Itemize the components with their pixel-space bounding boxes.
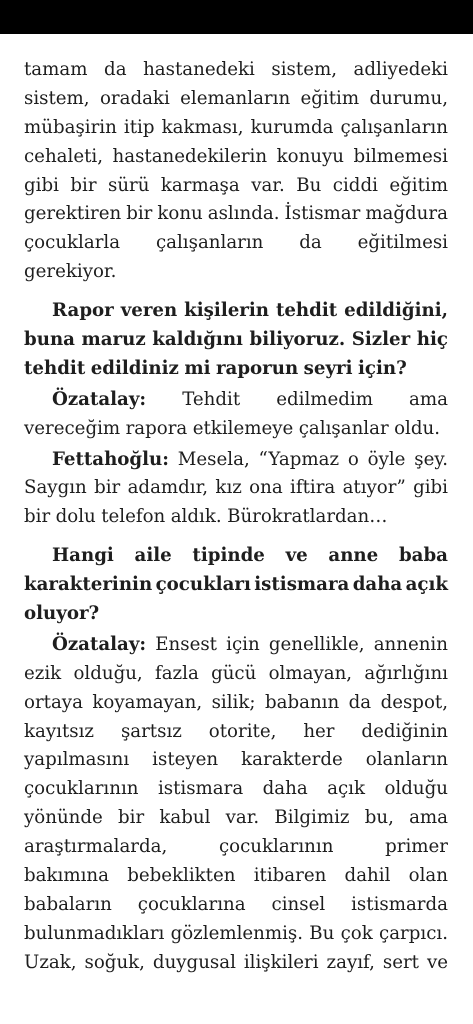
word: bir [94, 477, 121, 499]
word: için [226, 633, 260, 655]
word: var. [225, 807, 260, 829]
word: mübaşirin [24, 116, 117, 138]
word: Tehdit [182, 388, 241, 410]
word: ciddi [332, 174, 378, 196]
word: adamdır, [127, 477, 209, 499]
word: açık [405, 574, 448, 596]
word: öyle [367, 448, 406, 470]
word: sürü [107, 174, 150, 196]
word: itip [123, 116, 155, 138]
word: dediğinin [361, 720, 448, 742]
word: durumu, [369, 87, 448, 109]
word: tehdit [275, 300, 338, 322]
word: iftira [290, 477, 336, 499]
text-line [24, 229, 448, 258]
word: Ensest [155, 633, 217, 655]
word: daha [352, 574, 403, 596]
word: istismara [254, 574, 350, 596]
word: gözlemlenmiş. [170, 922, 304, 944]
word: babanın [264, 691, 340, 713]
word: isteyen [152, 749, 219, 771]
text-line [24, 891, 448, 920]
word: rapora [125, 417, 188, 439]
word: babaların [24, 893, 112, 915]
text-line [24, 689, 448, 718]
word: Bilgimiz [274, 807, 350, 829]
word: hastanedekilerin [112, 145, 268, 167]
word: çarpıcı. [379, 922, 448, 944]
interview-answer [24, 446, 448, 533]
word: anne [328, 545, 379, 567]
word: bebeklikten [127, 865, 236, 887]
word: itibaren [253, 865, 327, 887]
word: konu [157, 203, 203, 225]
word: dahil [344, 865, 391, 887]
interview-answer [24, 631, 448, 978]
text-line [24, 542, 448, 571]
text-line [24, 258, 448, 287]
word: kurumda [250, 116, 334, 138]
word: soğuk, [84, 951, 145, 973]
word: tamam [24, 59, 88, 80]
word: ilişkileri [243, 951, 319, 973]
text-line [24, 833, 448, 862]
word: mağdura [365, 203, 448, 225]
word: oluyor? [24, 603, 100, 625]
speaker-name: Özatalay: [52, 388, 147, 410]
word: aldık. [170, 506, 222, 528]
word: açık [327, 778, 366, 800]
word: istismara [157, 778, 244, 800]
word: baba [398, 545, 448, 567]
word: yapılmasını [24, 749, 130, 771]
word: gerektiren [24, 203, 122, 225]
word: olmayan, [268, 662, 353, 684]
word: Bürokratlardan… [227, 506, 388, 528]
text-line [24, 503, 448, 532]
word: çocuklarla [24, 232, 121, 254]
text-line [24, 804, 448, 833]
word: Sizler [351, 329, 411, 351]
speaker-name: Fettahoğlu: [52, 448, 169, 470]
word: var. [251, 174, 285, 196]
word: otorite, [208, 720, 277, 742]
text-line [24, 474, 448, 503]
word: primer [385, 836, 448, 858]
word: gibi [413, 477, 448, 499]
word: sistem, [271, 59, 337, 80]
word: bu, [364, 807, 394, 829]
word: Bu [296, 174, 322, 196]
word: ve [285, 545, 308, 567]
word: bir [24, 506, 51, 528]
text-line [24, 114, 448, 143]
word: telefon [101, 506, 166, 528]
word: veren [120, 300, 178, 322]
word: karmaşa [160, 174, 240, 196]
text-line [24, 85, 448, 114]
paragraph-gap [24, 532, 448, 542]
text-line [24, 446, 448, 475]
word: da [348, 691, 372, 713]
word: olan [408, 865, 448, 887]
word: eğitim [300, 87, 360, 109]
word: eğitilmesi [357, 232, 448, 254]
text-line [24, 920, 448, 949]
word: olduğu [384, 778, 448, 800]
word: Uzak, [24, 951, 77, 973]
word: çocuklarının [218, 836, 334, 858]
speaker-name: Özatalay: [52, 633, 147, 655]
word: hastanedeki [143, 59, 255, 80]
word: bulunmadıkları [24, 922, 165, 944]
word: için? [357, 357, 407, 379]
word: da [104, 59, 127, 80]
word: karakterde [241, 749, 343, 771]
word: atıyor” [342, 477, 406, 499]
text-line [24, 200, 448, 229]
word: yönünde [24, 807, 103, 829]
word: kişilerin [184, 300, 270, 322]
word: her [303, 720, 335, 742]
word: edilmedim [276, 388, 373, 410]
word: çalışanların [340, 116, 448, 138]
word: Rapor [52, 300, 114, 322]
interview-question [24, 542, 448, 629]
word: çocuklarına [137, 893, 246, 915]
word: biliyoruz. [249, 329, 346, 351]
word: annenin [373, 633, 448, 655]
word: bir [117, 807, 145, 829]
word: aile [134, 545, 172, 567]
word: sert [382, 951, 419, 973]
word: kaldığını [152, 329, 243, 351]
paragraph-gap [24, 287, 448, 297]
word: Saygın [24, 477, 87, 499]
word: buna [24, 329, 75, 351]
word: adliyedeki [353, 59, 448, 80]
word: çocukları [155, 574, 251, 596]
word: Mesela, [177, 448, 250, 470]
word: cinsel [271, 893, 326, 915]
word: tipinde [192, 545, 265, 567]
word: çalışanlar [298, 417, 389, 439]
word: gücü [211, 662, 257, 684]
word: bakımına [24, 865, 109, 887]
text-line [24, 660, 448, 689]
text-line [24, 600, 448, 629]
word: bir [70, 174, 97, 196]
text-line [24, 631, 448, 660]
word: çocuklarının [24, 778, 139, 800]
word: istismarda [351, 893, 448, 915]
word: oldu. [394, 417, 441, 439]
word: edildiniz [90, 357, 179, 379]
interview-question [24, 297, 448, 384]
word: gerekiyor. [24, 261, 117, 283]
text-line [24, 862, 448, 891]
word: ona [249, 477, 283, 499]
text-line [24, 326, 448, 355]
text-line [24, 571, 448, 600]
word: ve [426, 951, 448, 973]
word: vereceğim [24, 417, 121, 439]
word: aslında. [207, 203, 280, 225]
interview-answer [24, 386, 448, 444]
word: duygusal [152, 951, 236, 973]
word: kabul [159, 807, 211, 829]
text-line [24, 415, 448, 444]
word: hiç [416, 329, 448, 351]
text-line [24, 56, 448, 85]
word: seyri [303, 357, 353, 379]
word: şey. [414, 448, 448, 470]
word: “Yapmaz [258, 448, 340, 470]
word: ama [409, 807, 448, 829]
text-line [24, 718, 448, 747]
word: çok [340, 922, 373, 944]
word: sistem, [24, 87, 90, 109]
word: ezik [24, 662, 62, 684]
word: tehdit [24, 357, 86, 379]
word: elemanların [180, 87, 291, 109]
word: maruz [81, 329, 146, 351]
word: silik; [211, 691, 256, 713]
word: İstismar [284, 203, 361, 225]
word: da [299, 232, 322, 254]
word: despot, [380, 691, 448, 713]
word: ama [409, 388, 448, 410]
word: çalışanların [155, 232, 264, 254]
text-line [24, 355, 448, 384]
word: araştırmalarda, [24, 836, 168, 858]
word: gibi [24, 174, 59, 196]
word: dolu [55, 506, 96, 528]
word: şartsız [120, 720, 182, 742]
word: olduğu, [73, 662, 143, 684]
word: ortaya [24, 691, 83, 713]
word: genellikle, [268, 633, 365, 655]
word: bir [126, 203, 153, 225]
word: ağırlığını [364, 662, 448, 684]
reader-page-text[interactable] [24, 56, 448, 978]
text-line [24, 949, 448, 978]
word: kakması, [161, 116, 244, 138]
text-line [24, 746, 448, 775]
word: etkilemeye [192, 417, 294, 439]
word: olanların [365, 749, 448, 771]
text-line [24, 143, 448, 172]
text-line [24, 297, 448, 326]
word: karakterinin [24, 574, 153, 596]
word: kız [215, 477, 242, 499]
body-paragraph [24, 56, 448, 287]
word: raporun [215, 357, 299, 379]
word: cehaleti, [24, 145, 103, 167]
word: eğitim [389, 174, 448, 196]
word: kayıtsız [24, 720, 94, 742]
word: Bu [309, 922, 335, 944]
word: daha [262, 778, 308, 800]
word: Hangi [52, 545, 114, 567]
word: o [347, 448, 359, 470]
text-line [24, 386, 448, 415]
word: oradaki [99, 87, 170, 109]
text-line [24, 172, 448, 201]
word: koyamayan, [92, 691, 203, 713]
word: zayıf, [326, 951, 375, 973]
word: mi [184, 357, 211, 379]
word: edildiğini, [344, 300, 448, 322]
status-bar [0, 0, 473, 34]
word: bilmemesi [353, 145, 448, 167]
word: konuyu [276, 145, 344, 167]
text-line [24, 775, 448, 804]
word: fazla [154, 662, 199, 684]
